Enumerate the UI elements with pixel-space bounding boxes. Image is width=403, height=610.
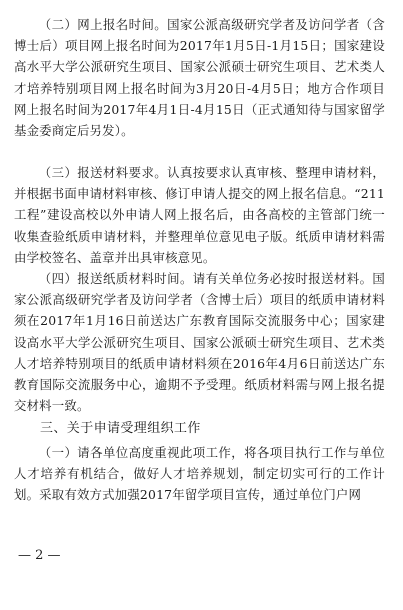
paragraph-organization-work: （一）请各单位高度重视此项工作，将各项目执行工作与单位人才培养有机结合，做好人才培养规划，制定切实可行的工作计划。采取有效方式加强2017年留学项目宣传，通过单位门户网 [14,445,385,503]
paragraph-material-requirements: （三）报送材料要求。认真按要求认真审核、整理申请材料，并根据书面申请材料审核、修订申请人提交的网上报名信息。“211工程”建设高校以外申请人网上报名后，由各高校的主管部门统一收集查验纸质申请材料，并整理单位意见电子版。纸质申请材料需由学校签名、盖章并出具审核意见。 [14,165,385,265]
page-number: — 2 — [18,548,61,563]
section-heading: 三、关于申请受理组织工作 [40,421,201,436]
paragraph-submission-time: （四）报送纸质材料时间。请有关单位务必按时报送材料。国家公派高级研究学者及访问学者（含博士后）项目的纸质申请材料须在2017年1月16日前送达广东教育国际交流服务中心；国家建设高水平大学公派研究生项目、国家公派硕士研究生项目、艺术类人才培养特别项目的纸质申请材料须在2016年4月6日前送达广东教育国际交流服务中心，逾期不予受理。纸质材料需与网上报名提交材料一致。 [14,271,385,414]
paragraph-registration-time: （二）网上报名时间。国家公派高级研究学者及访问学者（含博士后）项目网上报名时间为2017年1月5日-1月15日；国家建设高水平大学公派研究生项目、国家公派硕士研究生项目、艺术类人才培养特别项目网上报名时间为3月20日-4月5日；地方合作项目网上报名时间为2017年4月1日-4月15日（正式通知待与国家留学基金委商定后另发）。 [14,17,385,139]
